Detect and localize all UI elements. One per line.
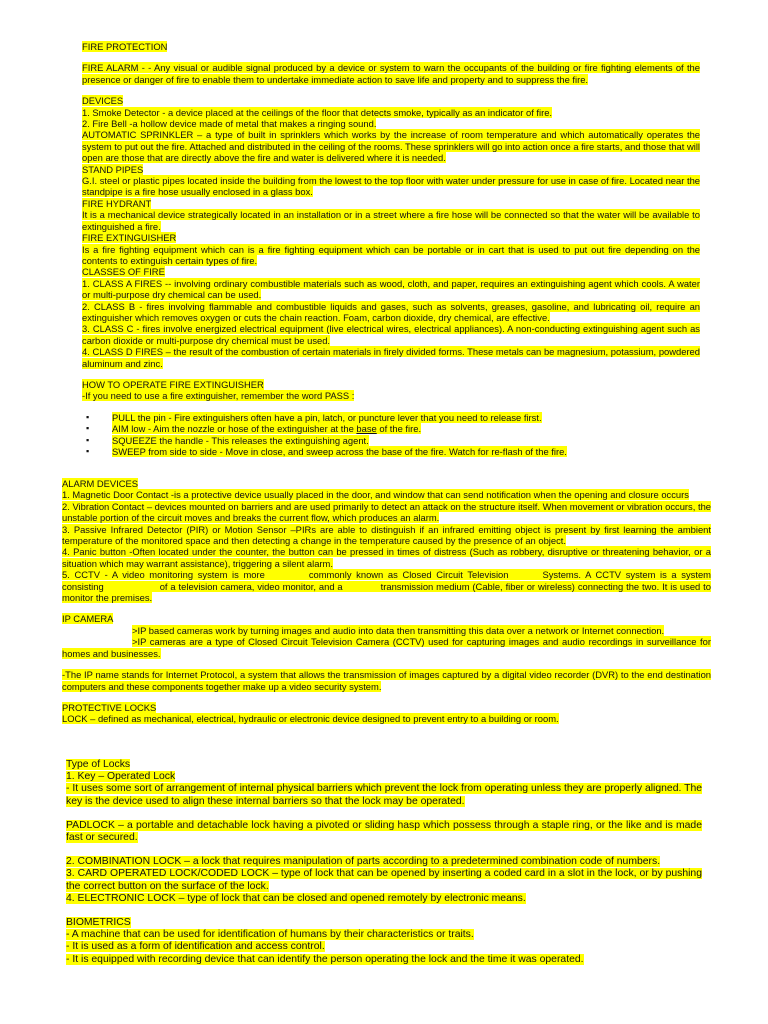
paragraph: PADLOCK – a portable and detachable lock having a pivoted or sliding hasp which possess through a staple ring, or the like and is made fast or secured. — [66, 819, 702, 844]
section-heading: IP CAMERA — [62, 613, 114, 625]
section-heading: PROTECTIVE LOCKS — [62, 701, 157, 713]
list-item: 2. COMBINATION LOCK – a lock that requires manipulation of parts according to a predetermined combination code of numbers. — [66, 856, 661, 868]
list-item: 2. Vibration Contact – devices mounted on barriers and are used primarily to detect an attack on the structure itself. When movement or vibration occurs, the unstable portion of the circuit moves and breaks the current flow, which produces an alarm. — [62, 500, 711, 524]
pass-list — [82, 412, 700, 458]
list-item: >IP cameras are a type of Closed Circuit Television Camera (CCTV) used for capturing images and audio recordings in surveillance for homes and businesses. — [62, 636, 711, 659]
paragraph: It is a mechanical device strategically located in an installation or in a street where a fire hose will be connected so that the water will be available to extinguished a fire. — [82, 209, 700, 232]
section-heading: CLASSES OF FIRE — [82, 266, 165, 278]
section-heading: HOW TO OPERATE FIRE EXTINGUISHER — [82, 378, 264, 390]
paragraph: LOCK – defined as mechanical, electrical, hydraulic or electronic device designed to prevent entry to a building or room. — [62, 713, 559, 725]
paragraph: -The IP name stands for Internet Protocol, a system that allows the transmission of images captured by a digital video recorder (DVR) to the end destination computers and these components together make up a video security system. — [62, 669, 711, 692]
section-heading: FIRE EXTINGUISHER — [82, 232, 177, 244]
list-item: 4. Panic button -Often located under the counter, the button can be pressed in times of distress (Such as robbery, disruptive or threatening behavior, or a situation which may warrant assistance), triggering a silent alarm. — [62, 546, 711, 569]
alarm-devices-section — [62, 478, 711, 725]
section-heading: FIRE HYDRANT — [82, 197, 152, 209]
list-item: - A machine that can be used for identification of humans by their characteristics or traits. — [66, 929, 474, 941]
fire-protection-section — [82, 41, 700, 457]
list-item: 4. CLASS D FIRES – the result of the combustion of certain materials in firely divided forms. These metals can be magnesium, potassium, powdered aluminum and zinc. — [82, 346, 700, 369]
paragraph: FIRE ALARM - - Any visual or audible signal produced by a device or system to warn the occupants of the building or fire fighting elements of the presence or danger of fire to enable them to undertake immediate action to save life and property and to suppress the fire. — [82, 62, 700, 85]
list-item: ▪ SWEEP from side to side - Move in close, and sweep across the base of the fire. Watch for re-flash of the fire. — [82, 446, 700, 457]
paragraph: Is a fire fighting equipment which can is a fire fighting equipment which can be portable or in cart that is used to put out fire depending on the contents to extinguish certain types of fire. — [82, 243, 700, 266]
paragraph: - It uses some sort of arrangement of internal physical barriers which prevent the lock from operating unless they are properly aligned. The key is the device used to align these internal barriers so that the lock may be operated. — [66, 783, 702, 807]
section-heading: BIOMETRICS — [66, 917, 131, 929]
section-heading: Type of Locks — [66, 759, 131, 770]
list-item: 2. CLASS B - fires involving flammable and combustible liquids and gases, such as solvents, greases, gasoline, and lubricating oil, require an extinguisher which removes oxygen or cuts the chain reaction. Foam, carbon dioxide, dry chemical, are effective. — [82, 300, 700, 323]
paragraph: G.I. steel or plastic pipes located inside the building from the lowest to the top floor with water under pressure for use in case of fire. Located near the standpipe is a fire hose usually enclosed in a glass box. — [82, 175, 700, 198]
lock-types-section — [66, 759, 702, 966]
list-item: - It is equipped with recording device that can identify the person operating the lock and the time it was operated. — [66, 953, 584, 965]
section-heading: DEVICES — [82, 95, 124, 107]
list-item: ▪ AIM low - Aim the nozzle or hose of the extinguisher at the base of the fire. — [82, 423, 700, 434]
cctv-item: 5. CCTV - A video monitoring system is more commonly known as Closed Circuit Television Systems. A CCTV system is a system consisting of a television camera, video monitor, and a transmission medium (Cable, fiber or wireless) connecting the two. It is used to monitor the premises. — [62, 569, 711, 604]
list-item: 3. Passive Infrared Detector (PIR) or Motion Sensor –PIRs are able to distinguish if an infrared emitting object is present by first learning the ambient temperature of the monitored space and then detecting a change in the temperature caused by the presence of an object. — [62, 523, 711, 547]
list-item: 1. Key – Operated Lock — [66, 771, 176, 783]
list-item: 3. CLASS C - fires involve energized electrical equipment (live electrical wires, electrical appliances). A non-conducting extinguishing agent such as carbon dioxide or multi-purpose dry chemical must be used. — [82, 323, 700, 346]
list-item: 1. Magnetic Door Contact -is a protective device usually placed in the door, and window that can send notification when the opening and closure occurs — [62, 489, 689, 501]
section-heading: FIRE PROTECTION — [82, 41, 168, 52]
list-item: 1. Smoke Detector - a device placed at the ceilings of the floor that detects smoke, typically as an indicator of fire. — [82, 106, 553, 118]
list-item: ▪ SQUEEZE the handle - This releases the extinguishing agent. — [82, 435, 700, 446]
section-heading: STAND PIPES — [82, 163, 144, 175]
paragraph: -If you need to use a fire extinguisher, remember the word PASS : — [82, 390, 355, 402]
paragraph: AUTOMATIC SPRINKLER – a type of built in sprinklers which works by the increase of room temperature and which automatically operates the system to put out the fire. Attached and distributed in the ceiling of the rooms. These sprinklers will go into action once a fire starts, and those that will open are those that are directly above the fire and water is delivered where it is needed. — [82, 129, 700, 164]
section-heading: ALARM DEVICES — [62, 478, 139, 489]
list-item: - It is used as a form of identification and access control. — [66, 941, 325, 953]
list-item: 1. CLASS A FIRES -- involving ordinary combustible materials such as wood, cloth, and paper, requires an extinguishing agent which cools. A water or multi-purpose dry chemical can be used. — [82, 277, 700, 301]
list-item: >IP based cameras work by turning images and audio into data then transmitting this data over a network or Internet connection. — [132, 624, 665, 636]
list-item: 3. CARD OPERATED LOCK/CODED LOCK – type of lock that can be opened by inserting a coded card in a slot in the lock, or by pushing the correct button on the surface of the lock. — [66, 868, 702, 892]
list-item: 2. Fire Bell -a hollow device made of metal that makes a ringing sound. — [82, 118, 377, 130]
list-item: 4. ELECTRONIC LOCK – type of lock that can be closed and opened remotely by electronic means. — [66, 892, 526, 904]
list-item: ▪ PULL the pin - Fire extinguishers often have a pin, latch, or puncture lever that you need to release first. — [82, 412, 700, 423]
